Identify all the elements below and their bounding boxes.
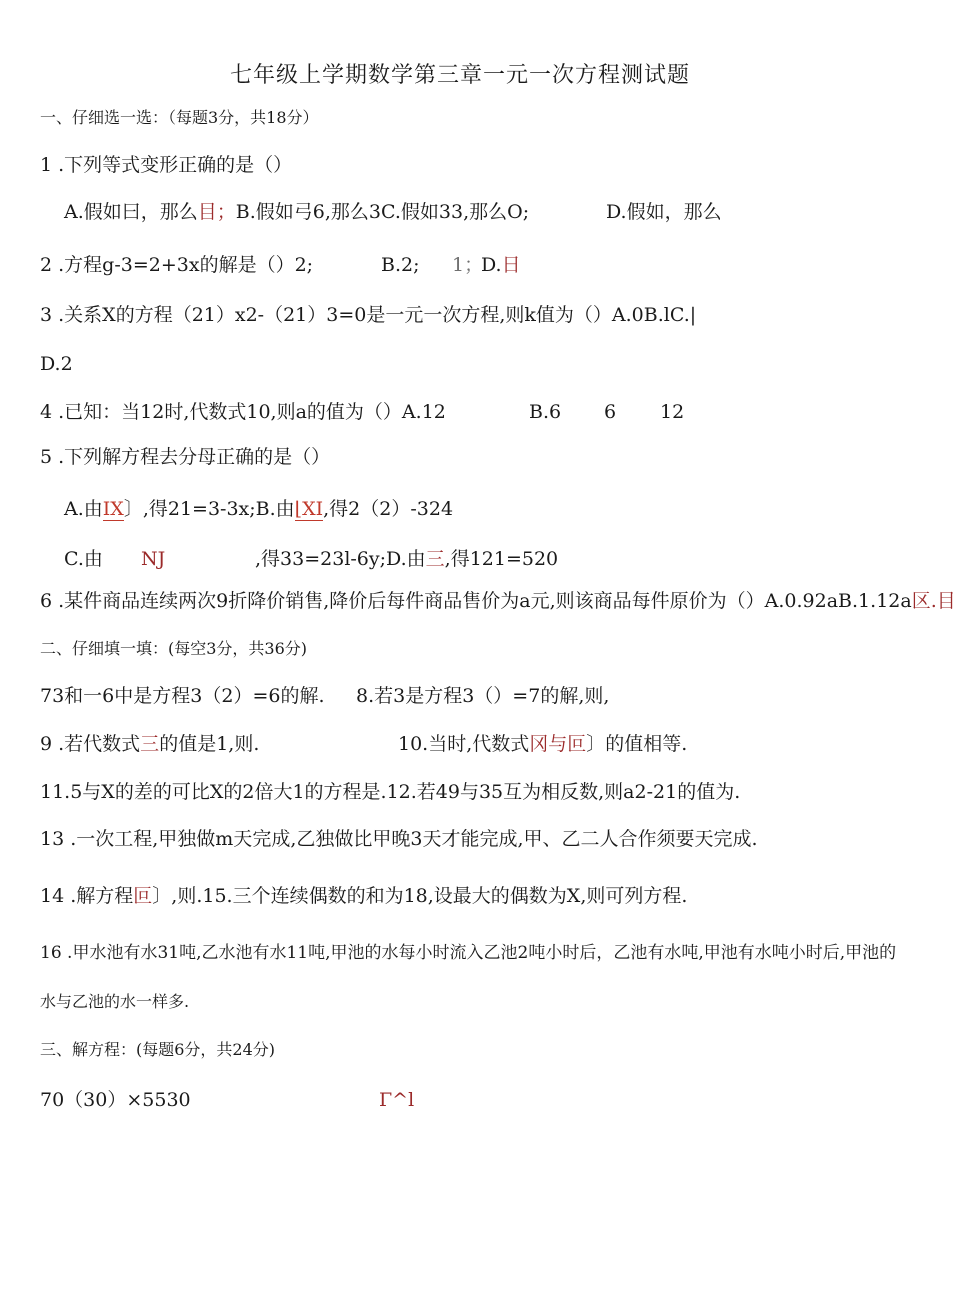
fill-question-11-12: 11.5与X的差的可比X的2倍大1的方程是.12.若49与35互为相反数,则a2-21的值为.: [40, 781, 741, 803]
q5-b-result: ,得2（2）-324: [323, 498, 454, 520]
q5-c-result: ,得33=23l-6y;D.由: [255, 548, 426, 570]
fill-question-10: [398, 733, 687, 755]
section-heading-choice: 一、仔细选一选：（每题3分，共18分）: [40, 108, 319, 127]
q2-option-c: 1；: [452, 254, 484, 276]
fill-question-9: [40, 733, 259, 755]
question-2-stem: 2 .方程g-3=2+3x的解是（）2;: [40, 254, 314, 276]
q2-option-d-mark: 日: [501, 254, 521, 276]
fill-10-mark: 冈与叵: [529, 733, 587, 755]
q5-cd-line: [255, 548, 558, 570]
q6-mark: 区.目: [911, 590, 956, 612]
q1-option-a-mark: 目；: [197, 201, 236, 223]
q2-option-d-label: D.: [481, 254, 502, 276]
fill-14-prefix: 14 .解方程: [40, 885, 134, 907]
section-heading-solve: 三、解方程：(每题6分，共24分): [40, 1040, 276, 1059]
fill-question-7: 73和一6中是方程3（2）=6的解.: [40, 685, 325, 707]
question-1-options: [64, 201, 529, 223]
question-1-stem: 1 .下列等式变形正确的是（）: [40, 154, 293, 176]
fill-10-prefix: 10.当时,代数式: [398, 733, 530, 755]
q1-option-d: D.假如，那么: [606, 201, 722, 223]
q2-option-b: B.2;: [381, 254, 420, 276]
question-4-stem: 4 .已知：当12时,代数式10,则a的值为（）A.12: [40, 401, 446, 423]
q5-d-mark: 三: [425, 548, 445, 570]
q1-option-bc: B.假如弓6,那么3C.假如33,那么O;: [235, 201, 530, 223]
question-5-stem: 5 .下列解方程去分母正确的是（）: [40, 446, 331, 468]
q5-a-prefix: A.由: [64, 498, 103, 520]
fill-question-16: 16 .甲水池有水31吨,乙水池有水11吨,甲池的水每小时流入乙池2吨小时后，乙池有水吨,甲池有水吨小时后,甲池的: [40, 943, 897, 963]
q5-b-fraction-mark: ⌊XI: [294, 498, 324, 520]
q5-d-result: ,得121=520: [444, 548, 559, 570]
fill-question-13: 13 .一次工程,甲独做m天完成,乙独做比甲晚3天才能完成,甲、乙二人合作须要天完成.: [40, 828, 758, 850]
solve-equation-1: 70（30）×5530: [40, 1089, 191, 1111]
q4-option-d: 12: [660, 401, 685, 423]
fill-question-8: 8.若3是方程3（）=7的解,则,: [356, 685, 610, 707]
fill-question-16-continued: 水与乙池的水一样多.: [40, 992, 190, 1011]
section-heading-fill: 二、仔细填一填：(每空3分，共36分): [40, 639, 308, 658]
question-3-stem: 3 .关系X的方程（21）x2-（21）3=0是一元一次方程,则k值为（）A.0B.lC.|: [40, 304, 697, 326]
question-6-stem: 6 .某件商品连续两次9折降价销售,降价后每件商品售价为a元,则该商品每件原价为（）A.0.92aB.1.12a: [40, 590, 912, 612]
page-title: 七年级上学期数学第三章一元一次方程测试题: [229, 63, 690, 88]
q5-a-middle: 〕,得21=3-3x;B.由: [123, 498, 295, 520]
fill-10-suffix: 〕的值相等.: [586, 733, 688, 755]
q5-c-prefix: C.由: [64, 548, 103, 570]
question-6: [40, 590, 956, 612]
fill-14-suffix: 〕,则.15.三个连续偶数的和为18,设最大的偶数为X,则可列方程.: [152, 885, 688, 907]
q5-c-mark: NJ: [141, 548, 166, 570]
q1-option-a: A.假如曰，那么: [64, 201, 198, 223]
fill-9-prefix: 9 .若代数式: [40, 733, 141, 755]
q4-option-b: B.6: [529, 401, 562, 423]
solve-equation-2-mark: Γ^l: [379, 1089, 415, 1111]
fill-9-suffix: 的值是1,则.: [159, 733, 260, 755]
q5-a-fraction-mark: IX: [102, 498, 124, 520]
question-3-continued: D.2: [40, 353, 73, 375]
q4-option-c: 6: [604, 401, 617, 423]
q2-option-d: [481, 254, 521, 276]
q5-line-ab: [64, 498, 453, 520]
fill-14-mark: 叵: [133, 885, 153, 907]
fill-9-mark: 三: [140, 733, 160, 755]
fill-question-14-15: [40, 885, 687, 907]
